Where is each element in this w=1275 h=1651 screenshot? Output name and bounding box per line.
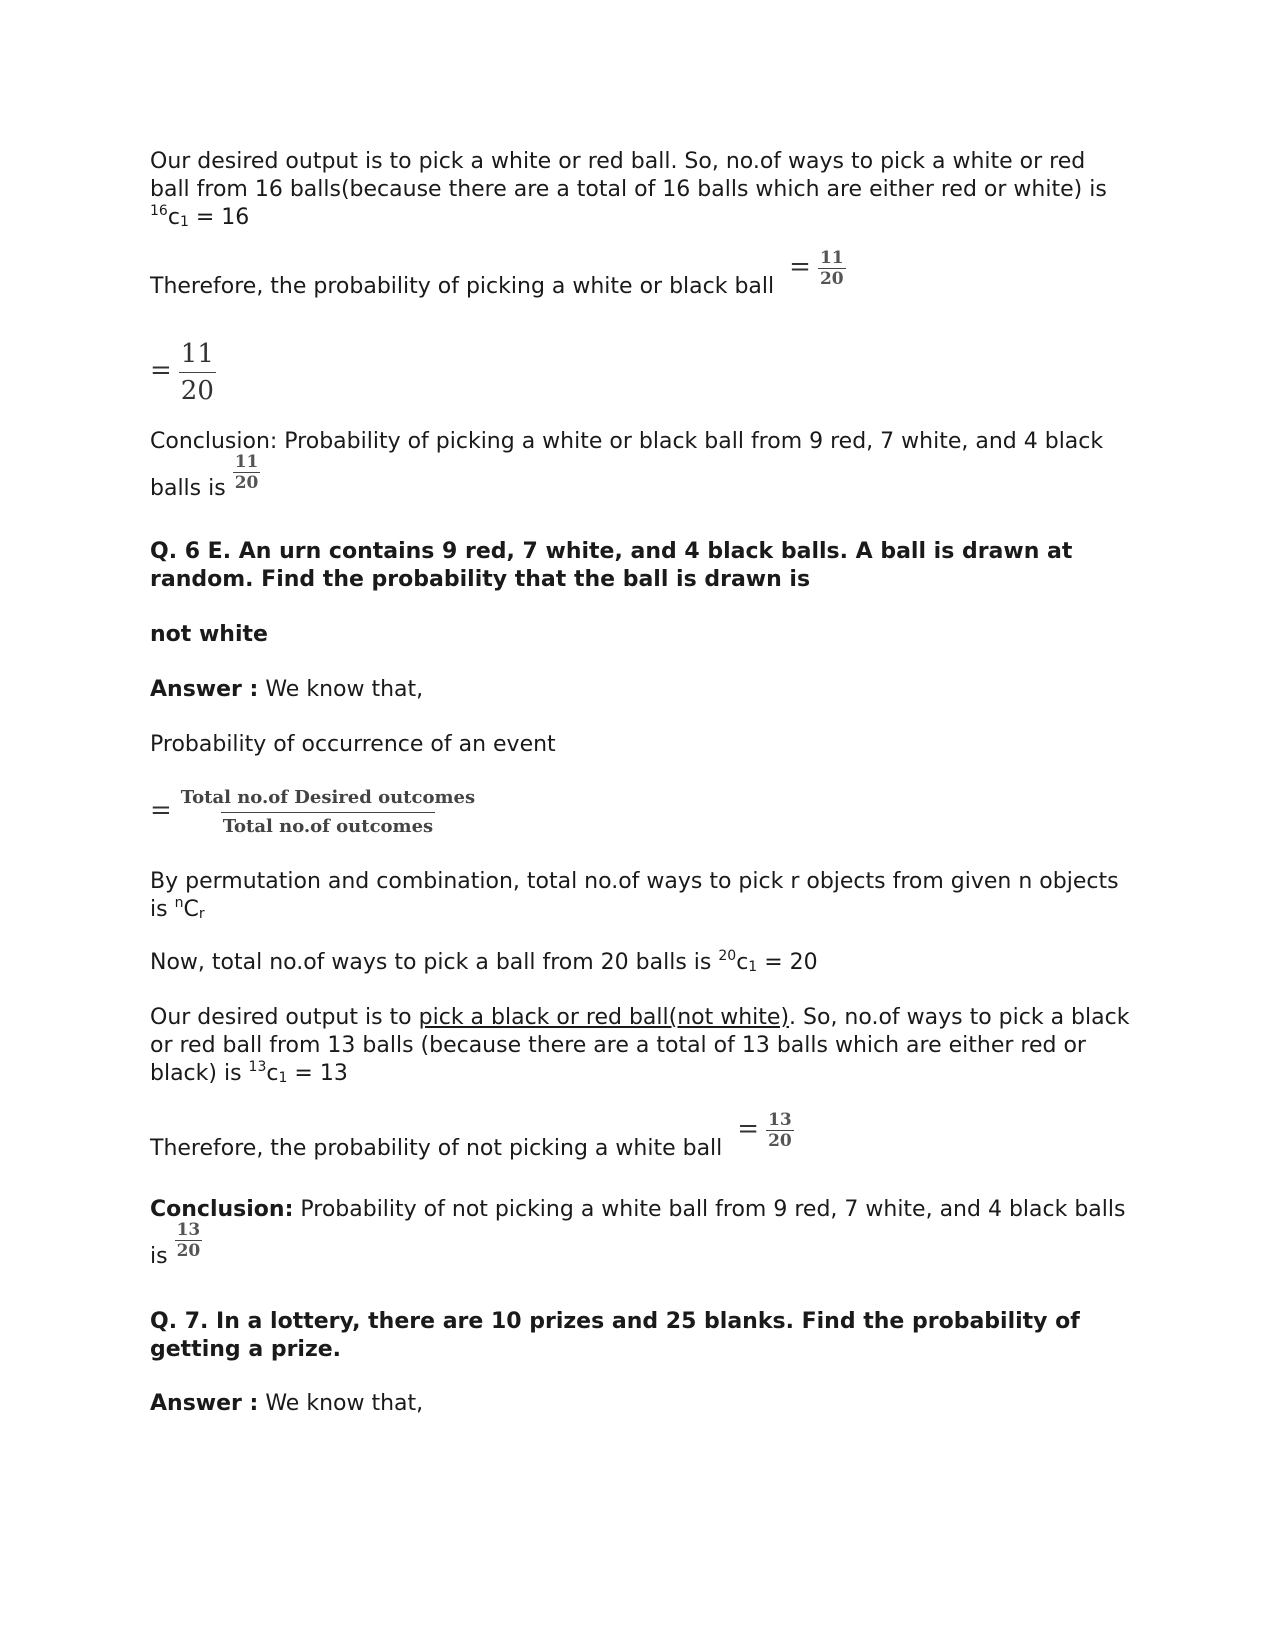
paragraph-permutation: By permutation and combination, total no.of ways to pick r objects from given n objects is $^nC_r$ <box>150 869 1119 922</box>
paragraph-white-or-red: Our desired output is to pick a white or red ball. So, no.of ways to pick a white or red ball from 16 balls(because there are a total of 16 balls which are either red or white) is $^{16}c_1 = 16$ <box>150 149 1107 230</box>
question-6e-subtitle: not white <box>150 622 268 647</box>
fraction-13-20-small: $\frac{13}{20}$ <box>176 1220 201 1261</box>
fraction-13-20: $\frac{13}{20}$ <box>768 1110 792 1151</box>
paragraph-probability-white-or-black: Therefore, the probability of picking a white or black ball = $\frac{11}{20}$ <box>150 248 844 299</box>
fraction-desired-over-total: $\frac{\text{Total no.of Desired outcomes}}{\text{Total no.of outcomes}}$ <box>179 784 477 841</box>
paragraph-total-ways: Now, total no.of ways to pick a ball from 20 balls is $^{20}c_1 = 20$ <box>150 948 818 975</box>
answer-7: Answer : We know that, <box>150 1391 424 1416</box>
paragraph-black-or-red: Our desired output is to pick a black or red ball(not white). So, no.of ways to pick a black or red ball from 13 balls (because there are a total of 13 balls which are either red or black) is $^{13}c_1 = 13$ <box>150 1005 1130 1086</box>
answer-6e: Answer : We know that, <box>150 677 424 702</box>
probability-definition: Probability of occurrence of an event <box>150 732 556 757</box>
fraction-11-20: $\frac{11}{20}$ <box>819 248 844 289</box>
paragraph-probability-not-white: Therefore, the probability of not picking a white ball = $\frac{13}{20}$ <box>150 1110 792 1161</box>
probability-formula: = $\frac{\text{Total no.of Desired outcomes}}{\text{Total no.of outcomes}}$ <box>150 784 1130 841</box>
fraction-11-20-small: $\frac{11}{20}$ <box>234 452 259 493</box>
equation-11-20: = $\frac{11}{20}$ <box>150 336 1130 409</box>
conclusion-not-white: Conclusion: Probability of not picking a white ball from 9 red, 7 white, and 4 black balls is $\frac{13}{20}$ <box>150 1197 1126 1269</box>
conclusion-white-or-black: Conclusion: Probability of picking a white or black ball from 9 red, 7 white, and 4 black balls is $\frac{11}{20}$ <box>150 429 1104 501</box>
question-7-title: Q. 7. In a lottery, there are 10 prizes and 25 blanks. Find the probability of getting a prize. <box>150 1309 1080 1362</box>
fraction-11-20-large: $\frac{11}{20}$ <box>179 336 216 409</box>
question-6e-title: Q. 6 E. An urn contains 9 red, 7 white, and 4 black balls. A ball is drawn at random. Find the probability that the ball is drawn is <box>150 539 1073 592</box>
